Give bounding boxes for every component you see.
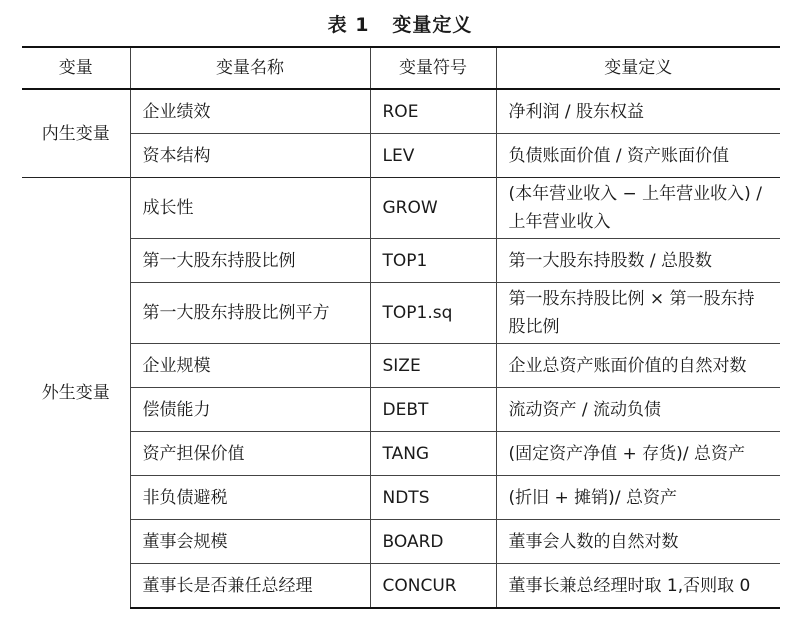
variable-definition-cell: 净利润 / 股东权益 [496, 89, 780, 134]
table-header-row [22, 47, 780, 89]
variable-symbol-cell: NDTS [370, 476, 496, 520]
variable-definition-cell: 流动资产 / 流动负债 [496, 388, 780, 432]
header-variable-symbol: 变量符号 [370, 47, 496, 89]
variable-definition-cell: 董事长兼总经理时取 1,否则取 0 [496, 564, 780, 609]
variable-definition-cell: 企业总资产账面价值的自然对数 [496, 344, 780, 388]
variable-symbol-cell: LEV [370, 134, 496, 178]
table-caption: 表 1 变量定义 [327, 14, 473, 36]
variable-definition-cell: 董事会人数的自然对数 [496, 520, 780, 564]
table-row [22, 283, 780, 344]
variable-symbol-cell: DEBT [370, 388, 496, 432]
table-row [22, 178, 780, 239]
variable-symbol-cell: ROE [370, 89, 496, 134]
variable-symbol-cell: CONCUR [370, 564, 496, 609]
table-row [22, 89, 780, 134]
variable-name-cell: 董事会规模 [130, 520, 370, 564]
variable-definition-cell: 负债账面价值 / 资产账面价值 [496, 134, 780, 178]
variable-name-cell: 成长性 [130, 178, 370, 239]
header-variable-definition: 变量定义 [496, 47, 780, 89]
variable-symbol-cell: GROW [370, 178, 496, 239]
variable-name-cell: 资本结构 [130, 134, 370, 178]
table-row [22, 134, 780, 178]
variable-symbol-cell: TOP1.sq [370, 283, 496, 344]
variable-name-cell: 企业规模 [130, 344, 370, 388]
table-row [22, 476, 780, 520]
variable-name-cell: 第一大股东持股比例 [130, 239, 370, 283]
table-row [22, 564, 780, 609]
header-variable: 变量 [22, 47, 130, 89]
table-row [22, 239, 780, 283]
variable-definition-cell: (折旧 + 摊销)/ 总资产 [496, 476, 780, 520]
variable-definition-cell: 第一股东持股比例 × 第一股东持股比例 [496, 283, 780, 344]
table-row [22, 388, 780, 432]
variable-symbol-cell: TANG [370, 432, 496, 476]
variable-name-cell: 企业绩效 [130, 89, 370, 134]
variable-name-cell: 非负债避税 [130, 476, 370, 520]
header-variable-name: 变量名称 [130, 47, 370, 89]
variable-definition-cell: (固定资产净值 + 存货)/ 总资产 [496, 432, 780, 476]
group-exogenous: 外生变量 [22, 178, 130, 609]
table-row [22, 344, 780, 388]
table-row [22, 432, 780, 476]
variable-definition-table [22, 46, 780, 609]
variable-symbol-cell: SIZE [370, 344, 496, 388]
variable-definition-cell: (本年营业收入 − 上年营业收入) / 上年营业收入 [496, 178, 780, 239]
variable-name-cell: 偿债能力 [130, 388, 370, 432]
variable-symbol-cell: BOARD [370, 520, 496, 564]
variable-symbol-cell: TOP1 [370, 239, 496, 283]
table-row [22, 520, 780, 564]
variable-name-cell: 资产担保价值 [130, 432, 370, 476]
variable-name-cell: 董事长是否兼任总经理 [130, 564, 370, 609]
variable-definition-cell: 第一大股东持股数 / 总股数 [496, 239, 780, 283]
group-endogenous: 内生变量 [22, 89, 130, 178]
variable-name-cell: 第一大股东持股比例平方 [130, 283, 370, 344]
